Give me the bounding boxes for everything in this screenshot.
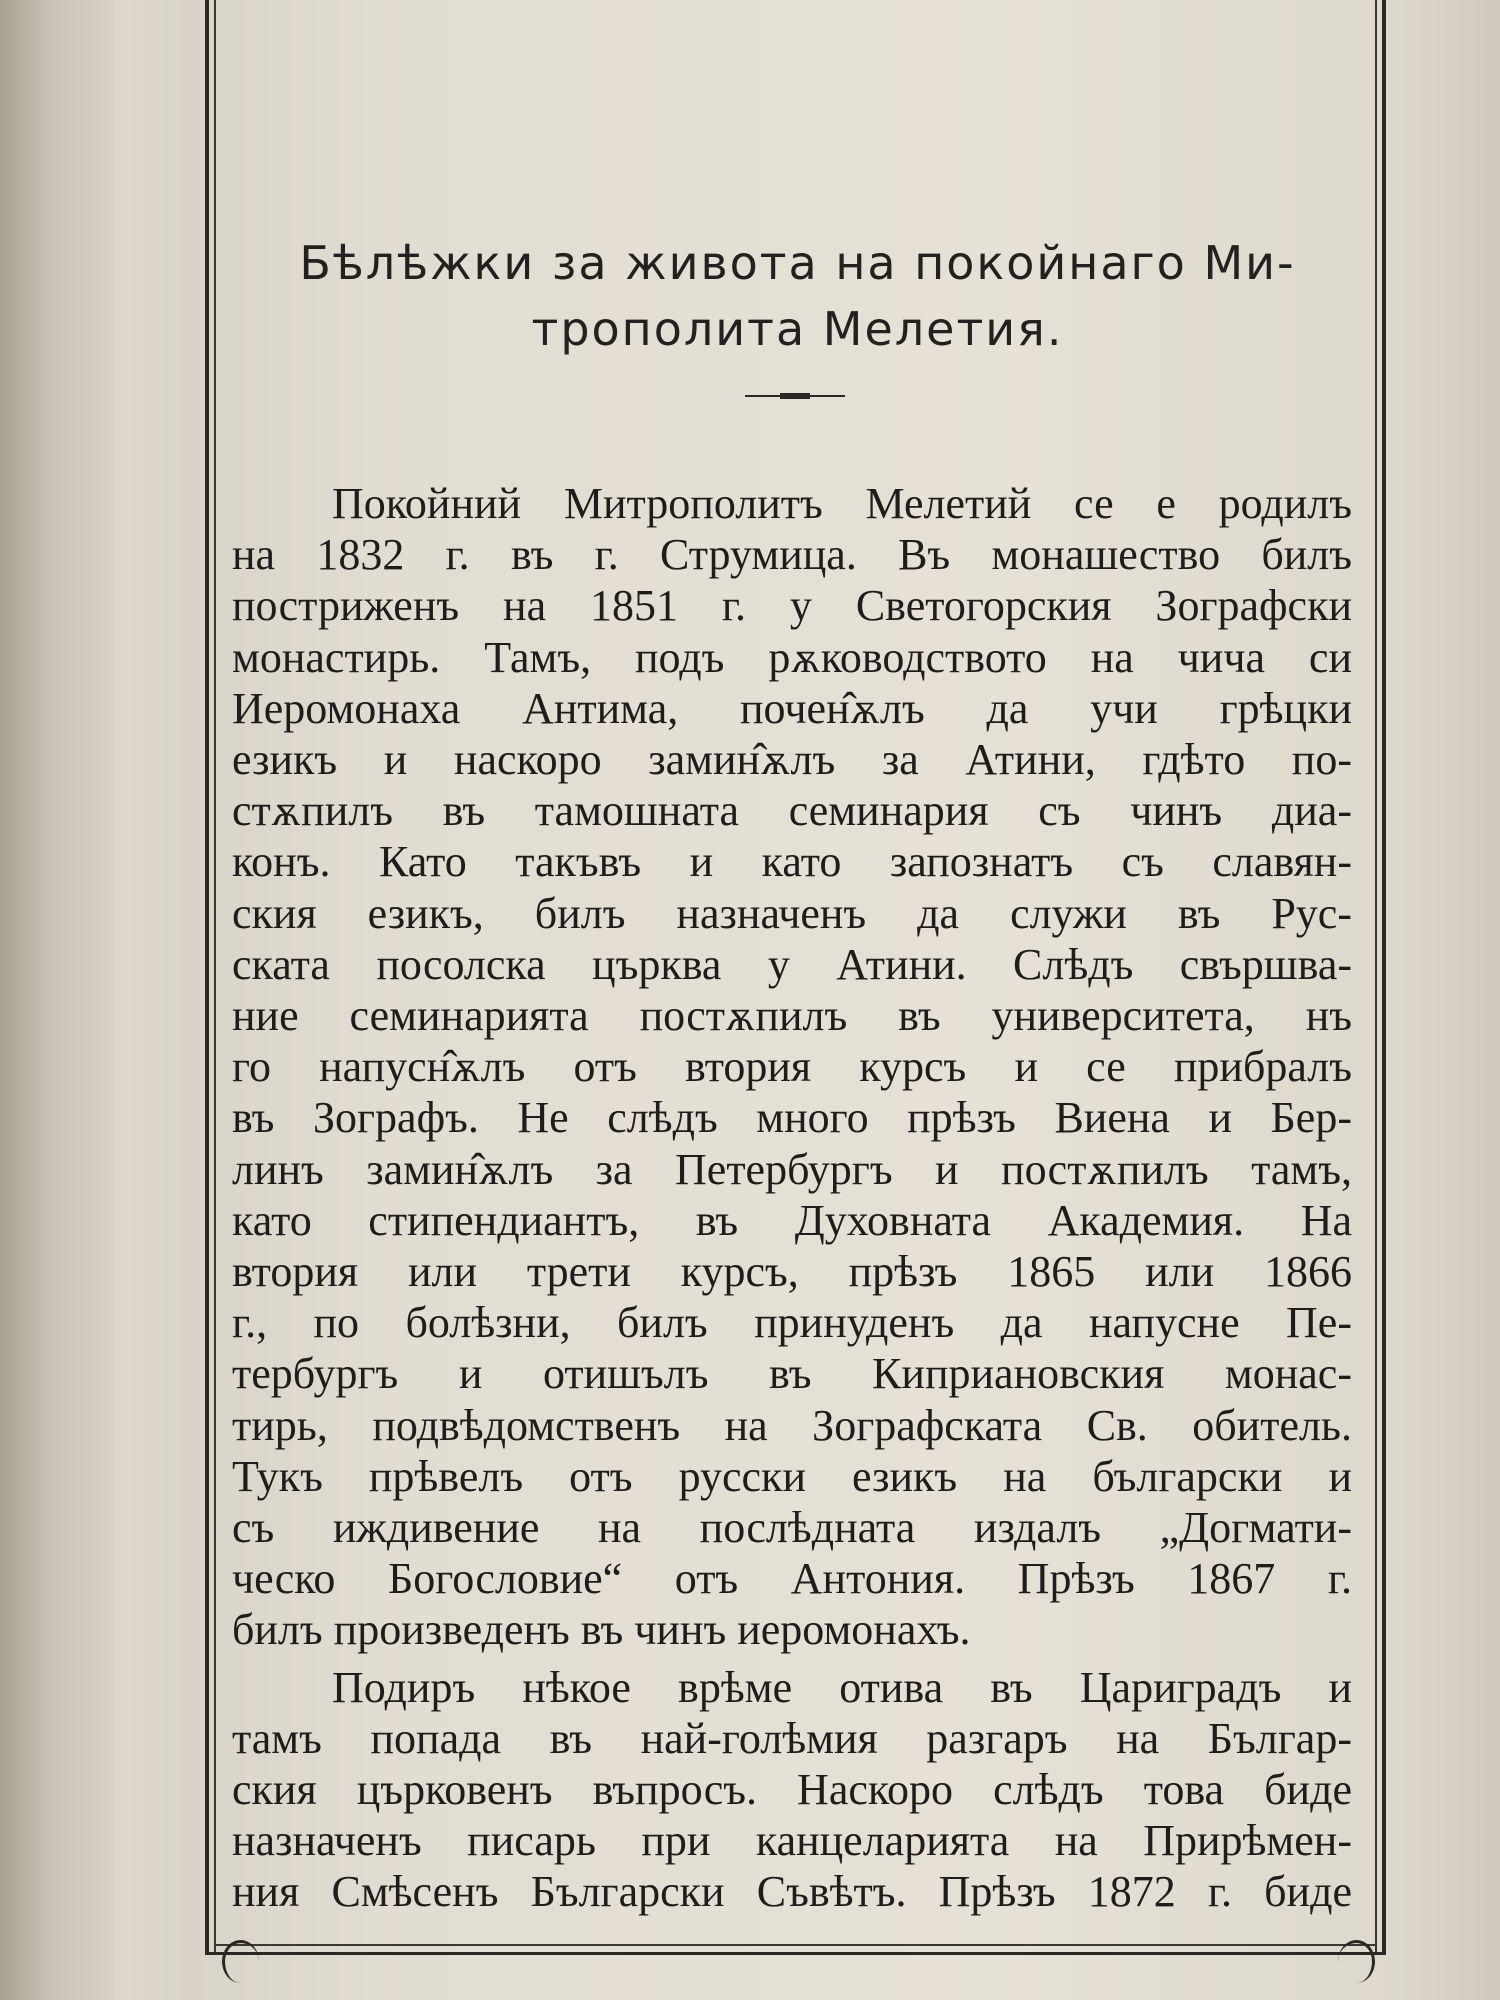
- text-line: монастирь. Тамъ, подъ рѫководството на чича си: [232, 632, 1352, 682]
- corner-ornament-left: [222, 1940, 259, 1983]
- heading-line-2: трополита Мелетия.: [531, 302, 1064, 356]
- page-border-left: [205, 0, 209, 1955]
- text-line: Покойний Митрополитъ Мелетий се е родилъ: [332, 479, 1352, 528]
- text-line: въ Зографъ. Не слѣдъ много прѣзъ Виена и Бер-: [232, 1093, 1352, 1143]
- text-line: втория или трети курсъ, прѣзъ 1865 или 1866: [232, 1247, 1352, 1297]
- chapter-heading: [220, 230, 1375, 362]
- heading-line-1: Бѣлѣжки за живота на покойнаго Ми-: [299, 236, 1296, 290]
- text-line: Иеромонаха Антима, почен̂ѫлъ да учи грѣцки: [232, 683, 1352, 733]
- text-line: на 1832 г. въ г. Струмица. Въ монашество билъ: [232, 530, 1352, 580]
- text-line: го напусн̂ѫлъ отъ втория курсъ и се прибралъ: [232, 1042, 1352, 1092]
- text-line: линъ замин̂ѫлъ за Петербургъ и постѫпилъ тамъ,: [232, 1144, 1352, 1194]
- text-line: ския църковенъ въпросъ. Наскоро слѣдъ това биде: [232, 1765, 1352, 1815]
- text-line: назначенъ писарь при канцеларията на Прирѣмен-: [232, 1816, 1352, 1866]
- text-line: конъ. Като такъвъ и като запознатъ съ славян-: [232, 837, 1352, 887]
- text-line: ската посолска църква у Атини. Слѣдъ свършва-: [232, 939, 1352, 989]
- text-line: съ иждивение на послѣдната издалъ „Догмати-: [232, 1503, 1352, 1553]
- text-line: Подиръ нѣкое врѣме отива въ Цариградъ и: [332, 1662, 1352, 1712]
- book-gutter: [0, 0, 115, 2000]
- text-line: езикъ и наскоро замин̂ѫлъ за Атини, гдѣто по-: [232, 735, 1352, 785]
- page-border-right-inner: [1375, 0, 1377, 1955]
- text-line: тирь, подвѣдомственъ на Зографската Св. обитель.: [232, 1400, 1352, 1450]
- text-line: ние семинарията постѫпилъ въ университета, нъ: [232, 991, 1352, 1041]
- paragraph-2: [232, 1662, 1352, 1918]
- text-line: тамъ попада въ най-голѣмия разгаръ на Българ-: [232, 1713, 1352, 1763]
- paragraph-1: [232, 478, 1352, 1656]
- text-line: билъ произведенъ въ чинъ иеромонахъ.: [232, 1605, 971, 1655]
- text-line: ния Смѣсенъ Български Съвѣтъ. Прѣзъ 1872 г. биде: [232, 1867, 1352, 1917]
- text-line: като стипендиантъ, въ Духовната Академия. На: [232, 1195, 1352, 1245]
- page-border-left-inner: [214, 0, 216, 1955]
- text-line: ския езикъ, билъ назначенъ да служи въ Рус-: [232, 888, 1352, 938]
- text-line: стѫпилъ въ тамошната семинария съ чинъ диа-: [232, 786, 1352, 836]
- page-border-bottom: [205, 1952, 1386, 1955]
- separator-rule-center: [780, 393, 810, 399]
- page-border-right: [1382, 0, 1386, 1955]
- text-line: тербургъ и отишълъ въ Киприановския монас-: [232, 1349, 1352, 1399]
- text-line: г., по болѣзни, билъ принуденъ да напусне Пе-: [232, 1298, 1352, 1348]
- corner-ornament-right: [1338, 1940, 1375, 1983]
- text-line: постриженъ на 1851 г. у Светогорския Зографски: [232, 581, 1352, 631]
- body-text: [232, 478, 1352, 1918]
- text-line: Тукъ прѣвелъ отъ русски езикъ на български и: [232, 1451, 1352, 1501]
- page-border-bottom-inner: [214, 1944, 1377, 1946]
- text-line: ческо Богословие“ отъ Антония. Прѣзъ 1867 г.: [232, 1554, 1352, 1604]
